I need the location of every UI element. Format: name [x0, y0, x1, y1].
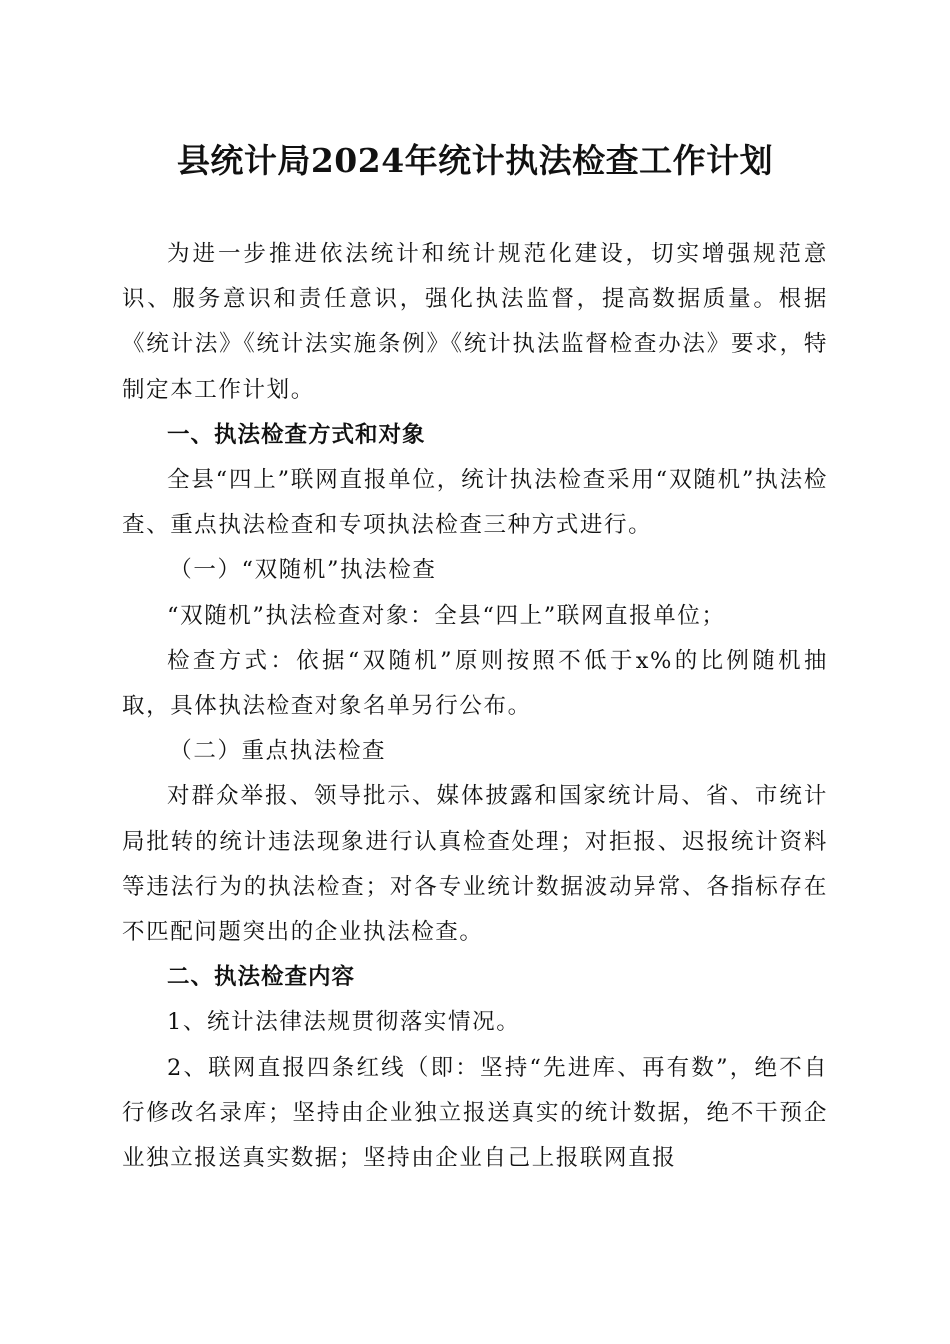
subsection-2-paragraph-1: 对群众举报、领导批示、媒体披露和国家统计局、省、市统计局批转的统计违法现象进行认真检查处理；对拒报、迟报统计资料等违法行为的执法检查；对各专业统计数据波动异常、各指标存在不匹配问题突出的企业执法检查。	[122, 783, 828, 946]
subsection-1-paragraph-2: 检查方式：依据“双随机”原则按照不低于x%的比例随机抽取，具体执法检查对象名单另行公布。	[122, 647, 828, 720]
subsection-heading-2: （二）重点执法检查	[169, 738, 387, 765]
document-body	[122, 232, 828, 1181]
section-1-paragraph: 全县“四上”联网直报单位，统计执法检查采用“双随机”执法检查、重点执法检查和专项执法检查三种方式进行。	[122, 467, 828, 539]
document-title: 县统计局2024年统计执法检查工作计划	[176, 141, 774, 180]
intro-paragraph: 为进一步推进依法统计和统计规范化建设，切实增强规范意识、服务意识和责任意识，强化执法监督，提高数据质量。根据《统计法》《统计法实施条例》《统计执法监督检查办法》要求，特制定本工作计划。	[122, 241, 828, 403]
section-heading-2: 二、执法检查内容	[167, 964, 356, 991]
list-item-2: 2、联网直报四条红线（即：坚持“先进库、再有数”，绝不自行修改名录库；坚持由企业独立报送真实的统计数据，绝不干预企业独立报送真实数据；坚持由企业自己上报联网直报	[122, 1054, 828, 1172]
list-item-1: 1、统计法律法规贯彻落实情况。	[167, 1009, 521, 1036]
subsection-1-paragraph-1: “双随机”执法检查对象：全县“四上”联网直报单位；	[167, 602, 726, 629]
subsection-heading-1: （一）“双随机”执法检查	[169, 557, 437, 584]
section-heading-1: 一、执法检查方式和对象	[167, 421, 426, 448]
